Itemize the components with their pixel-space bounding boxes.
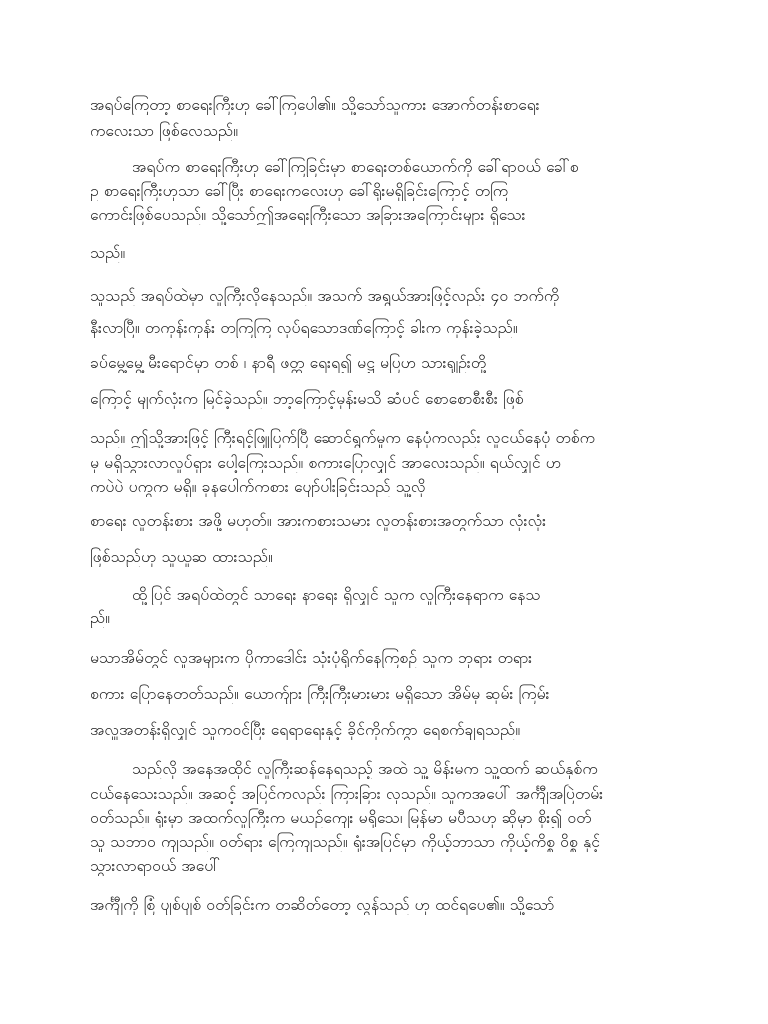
text-line-8: နီးလာပြီ။ တကုန်းကုန်း တကြကြ လုပ်ရသောဒဏ်ကြောင့် ခါးက ကုန်းခဲ့သည်။ [90, 319, 518, 337]
text-line-23: ဝတ်သည်။ ရုံးမှာ အထက်လူကြီးက မယဉ်ကျေး မရိုသေ၊ မြန်မာ မပီသဟု ဆိုမှာ စိုး၍ ဝတ် [90, 809, 592, 827]
text-line-12: မှ မရှိသွားလာလှုပ်ရှား ပေါ့ကြေးသည်။ စကားပြောလျှင် အာလေးသည်။ ရယ်လျှင် ဟ [90, 454, 562, 472]
text-line-2: ကလေးသာ ဖြစ်လေသည်။ [90, 122, 239, 140]
text-line-20: အလှူအတန်းရှိလျှင် သူကဝင်ပြီး ရေရာရေးနှင့် ခိုင်ကိုက်ကွာ ရေစက်ချရသည်။ [90, 721, 521, 739]
text-line-15: ဖြစ်သည်ဟု သူယူဆ ထားသည်။ [90, 548, 273, 566]
text-line-3: အရပ်က စာရေးကြီးဟု ခေါ်ကြခြင်းမှာ စာရေးတစ်ယောက်ကို ခေါ်ရာဝယ် ခေါ်စ [132, 158, 579, 176]
text-line-22: ငယ်နေသေးသည်။ အဆင့် အပြင်ကလည်း ကြားခြား လှသည်။ သူကအပေါ် အင်္ကျီအပြဲတမ်း [90, 785, 604, 803]
text-line-4: ဥ စာရေးကြီးဟုသာ ခေါ်ပြီး စာရေးကလေးဟု ခေါ်ရိုးမရှိခြင်းကြောင့် တကြ [90, 182, 509, 200]
text-line-25: သွားလာရာဝယ် အပေါ် [90, 857, 221, 875]
text-line-10: ကြောင့် မျက်လုံးက မြင်ခဲ့သည်။ ဘာ့ကြောင့်မှန်းမသိ ဆံပင် စောစောစီးစီး ဖြစ် [90, 390, 524, 408]
text-line-9: ခပ်မွေ့မွေ့ မီးရောင်မှာ တစ် ၊ နာရီ ဖတ္တ ရေးရ၍ မဋ္ဌ မပြဟ သားရျဉ်းတို့ [90, 354, 487, 372]
text-line-1: အရပ်ကြေတာ့ စာရေးကြီးဟု ခေါ်ကြပေါ၏။ သို့သော်သူကား အောက်တန်းစာရေး [90, 96, 540, 114]
text-line-18: မသာအိမ်တွင် လူအများက ပိုကာဒေါင်း သုံးပုံရိုက်နေကြစဉ် သူက ဘုရား တရား [90, 649, 533, 667]
text-line-19: စကား ပြောနေတတ်သည်။ ယောက်ျား ကြီးကြီးမားမား မရှိသော အိမ်မှ ဆုမ်း ကြမ်း [90, 685, 550, 703]
text-line-21: သည်လို အနေအထိုင် လူကြီးဆန်နေရသည့် အထဲ သူ့ မိန်းမက သူ့ထက် ဆယ်နှစ်က [132, 760, 598, 778]
text-line-17: ည်။ [90, 609, 111, 627]
text-line-7: သူသည် အရပ်ထဲမှာ လူကြီးလိုနေသည်။ အသက် အရွယ်အားဖြင့်လည်း ၄၀ ဘက်ကို [90, 287, 560, 305]
text-line-5: ကောင်းဖြစ်ပေသည်။ သို့သော်ဤအရေးကြီးသော အခြားအကြောင်းများ ရှိသေး [90, 206, 526, 224]
text-line-11: သည်။ ဤသို့အားဖြင့် ကြီးရင့်ဖြူပြက်ပြီ ဆောင်ရွက်မှုက နေပုံကလည်း လူငယ်နေပုံ တစ်က [90, 429, 596, 447]
text-line-26: အင်္ကျီကို စြံ ပျစ်ပျစ် ဝတ်ခြင်းက တဆိတ်တော့ လွန်သည် ဟု ထင်ရပေ၏။ သို့သော် [90, 896, 555, 914]
text-line-13: ကပဲပဲ ပကွက မရှိ။ ခုနပေါက်ကစား ပျော်ပါးခြင်းသည် သူ့လို [90, 478, 426, 496]
text-line-16: ထို့ပြင် အရပ်ထဲတွင် သာရေး နာရေး ရှိလျှင် သူက လူကြီးနေရာက နေသ [132, 586, 541, 604]
text-line-6: သည်။ [90, 244, 126, 262]
text-line-24: သူ သဘာဝ ကျသည်။ ဝတ်ရား ကြေကျသည်။ ရုံးအပြင်မှာ ကိုယ့်ဘာသာ ကိုယ့်ကိစ္စ ဝိစ္စ နှင့် [90, 833, 601, 851]
text-line-14: စာရေး လူတန်းစား အဖို့ မဟုတ်။ အားကစားသမား လူတန်းစားအတွက်သာ လုံးလုံး [90, 512, 547, 530]
